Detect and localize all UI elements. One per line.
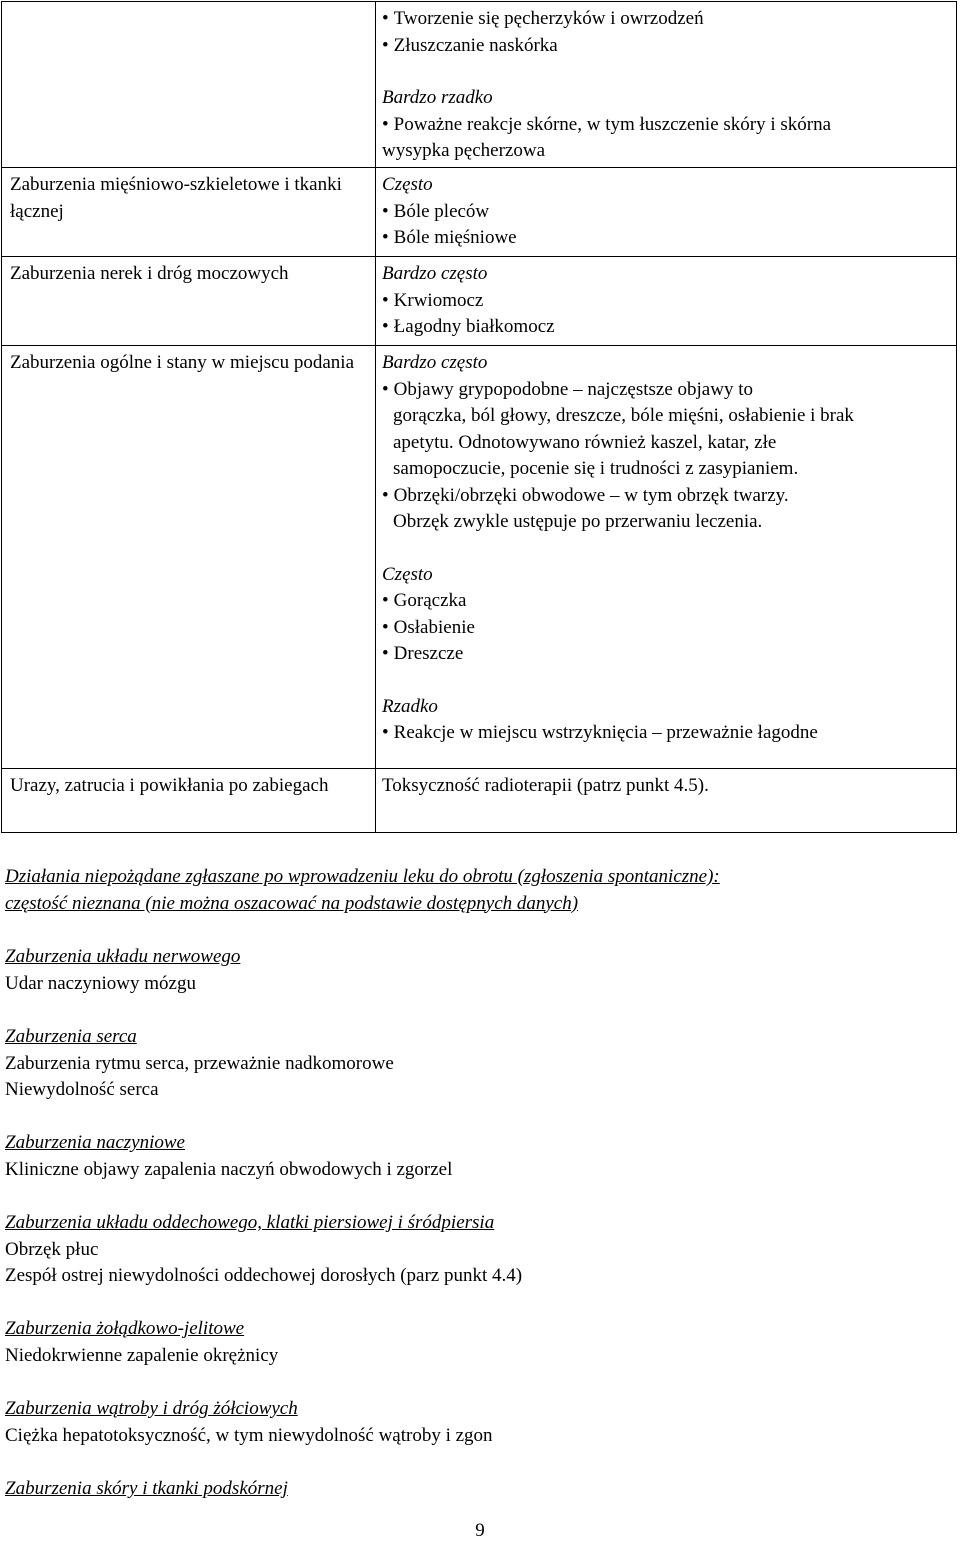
frequency-label: Często: [382, 174, 433, 195]
reaction-line: Zaburzenia rytmu serca, przeważnie nadkomorowe: [5, 1052, 394, 1074]
reaction-line: Udar naczyniowy mózgu: [5, 972, 196, 994]
frequency-label: Bardzo często: [382, 263, 488, 284]
soc-label-musculoskeletal: Zaburzenia mięśniowo-szkieletowe i tkanki łącznej: [2, 168, 376, 257]
reaction-line: Niewydolność serca: [5, 1079, 159, 1100]
list-item-continuation: wysypka pęcherzowa: [382, 140, 546, 161]
table-row-renal: [2, 257, 957, 346]
soc-content-general: [376, 346, 957, 769]
soc-header: Zaburzenia układu oddechowego, klatki piersiowej i śródpiersia: [5, 1212, 495, 1233]
frequency-label: Rzadko: [382, 695, 438, 717]
list-item: • Osłabienie: [382, 615, 950, 642]
list-item: • Poważne reakcje skórne, w tym łuszczenie skóry i skórna: [382, 112, 950, 139]
page-number: 9: [475, 1520, 485, 1541]
reaction-line: Kliniczne objawy zapalenia naczyń obwodowych i zgorzel: [5, 1158, 453, 1180]
soc-content-skin: [376, 2, 957, 168]
list-item-continuation: Obrzęk zwykle ustępuje po przerwaniu leczenia.: [393, 511, 763, 532]
soc-content-renal: [376, 257, 957, 346]
list-item: • Gorączka: [382, 588, 950, 615]
soc-section-respiratory: [5, 1210, 950, 1290]
table-row-skin: [2, 2, 957, 168]
list-item: • Krwiomocz: [382, 288, 950, 315]
soc-section-cardiac: [5, 1024, 950, 1104]
list-item: • Reakcje w miejscu wstrzyknięcia – przeważnie łagodne: [382, 720, 950, 747]
soc-header: Zaburzenia żołądkowo-jelitowe: [5, 1318, 245, 1339]
postmarketing-title-line2: częstość nieznana (nie można oszacować na podstawie dostępnych danych): [5, 892, 579, 914]
reaction-line: Niedokrwienne zapalenie okrężnicy: [5, 1344, 279, 1366]
list-item: • Obrzęki/obrzęki obwodowe – w tym obrzęk twarzy.: [382, 483, 950, 510]
reaction-line: Obrzęk płuc: [5, 1238, 99, 1260]
list-item-continuation: apetytu. Odnotowywano również kaszel, katar, złe: [393, 431, 777, 453]
soc-header: Zaburzenia wątroby i dróg żółciowych: [5, 1398, 298, 1419]
list-item: • Bóle mięśniowe: [382, 225, 950, 252]
list-item: • Tworzenie się pęcherzyków i owrzodzeń: [382, 6, 950, 33]
reaction-line: Zespół ostrej niewydolności oddechowej dorosłych (parz punkt 4.4): [5, 1265, 523, 1286]
frequency-label: Często: [382, 563, 433, 585]
soc-content-musculoskeletal: [376, 168, 957, 257]
postmarketing-title-line1: Działania niepożądane zgłaszane po wprowadzeniu leku do obrotu (zgłoszenia spontaniczne):: [5, 866, 720, 887]
list-item: • Złuszczanie naskórka: [382, 33, 950, 60]
adverse-reactions-table: [1, 1, 957, 833]
soc-label-renal: Zaburzenia nerek i dróg moczowych: [2, 257, 376, 346]
list-item-continuation: gorączka, ból głowy, dreszcze, bóle mięśni, osłabienie i brak: [393, 405, 854, 426]
soc-label-injury: Urazy, zatrucia i powikłania po zabiegach: [2, 769, 376, 833]
soc-header: Zaburzenia serca: [5, 1026, 137, 1047]
soc-label-general: Zaburzenia ogólne i stany w miejscu podania: [2, 346, 376, 769]
table-row-general: [2, 346, 957, 769]
table-row-musculoskeletal: [2, 168, 957, 257]
list-item: • Objawy grypopodobne – najczęstsze objawy to: [382, 377, 950, 404]
soc-content-injury: Toksyczność radioterapii (patrz punkt 4.5).: [376, 769, 957, 833]
soc-section-vascular: [5, 1130, 950, 1183]
reaction-line: Ciężka hepatotoksyczność, w tym niewydolność wątroby i zgon: [5, 1424, 493, 1446]
list-item: • Łagodny białkomocz: [382, 314, 950, 341]
soc-label-skin: [2, 2, 376, 168]
postmarketing-title: [5, 864, 950, 917]
soc-header: Zaburzenia skóry i tkanki podskórnej: [5, 1478, 288, 1499]
soc-header: Zaburzenia naczyniowe: [5, 1132, 185, 1153]
soc-section-skin: [5, 1476, 950, 1503]
frequency-label: Bardzo często: [382, 352, 488, 373]
soc-section-hepatobiliary: [5, 1396, 950, 1449]
table-row-injury: [2, 769, 957, 833]
soc-section-nervous: [5, 944, 950, 997]
list-item: • Bóle pleców: [382, 199, 950, 226]
list-item-continuation: samopoczucie, pocenie się i trudności z zasypianiem.: [393, 458, 799, 479]
soc-header: Zaburzenia układu nerwowego: [5, 946, 241, 967]
list-item: • Dreszcze: [382, 641, 950, 668]
frequency-label: Bardzo rzadko: [382, 87, 493, 108]
soc-section-gastrointestinal: [5, 1316, 950, 1369]
